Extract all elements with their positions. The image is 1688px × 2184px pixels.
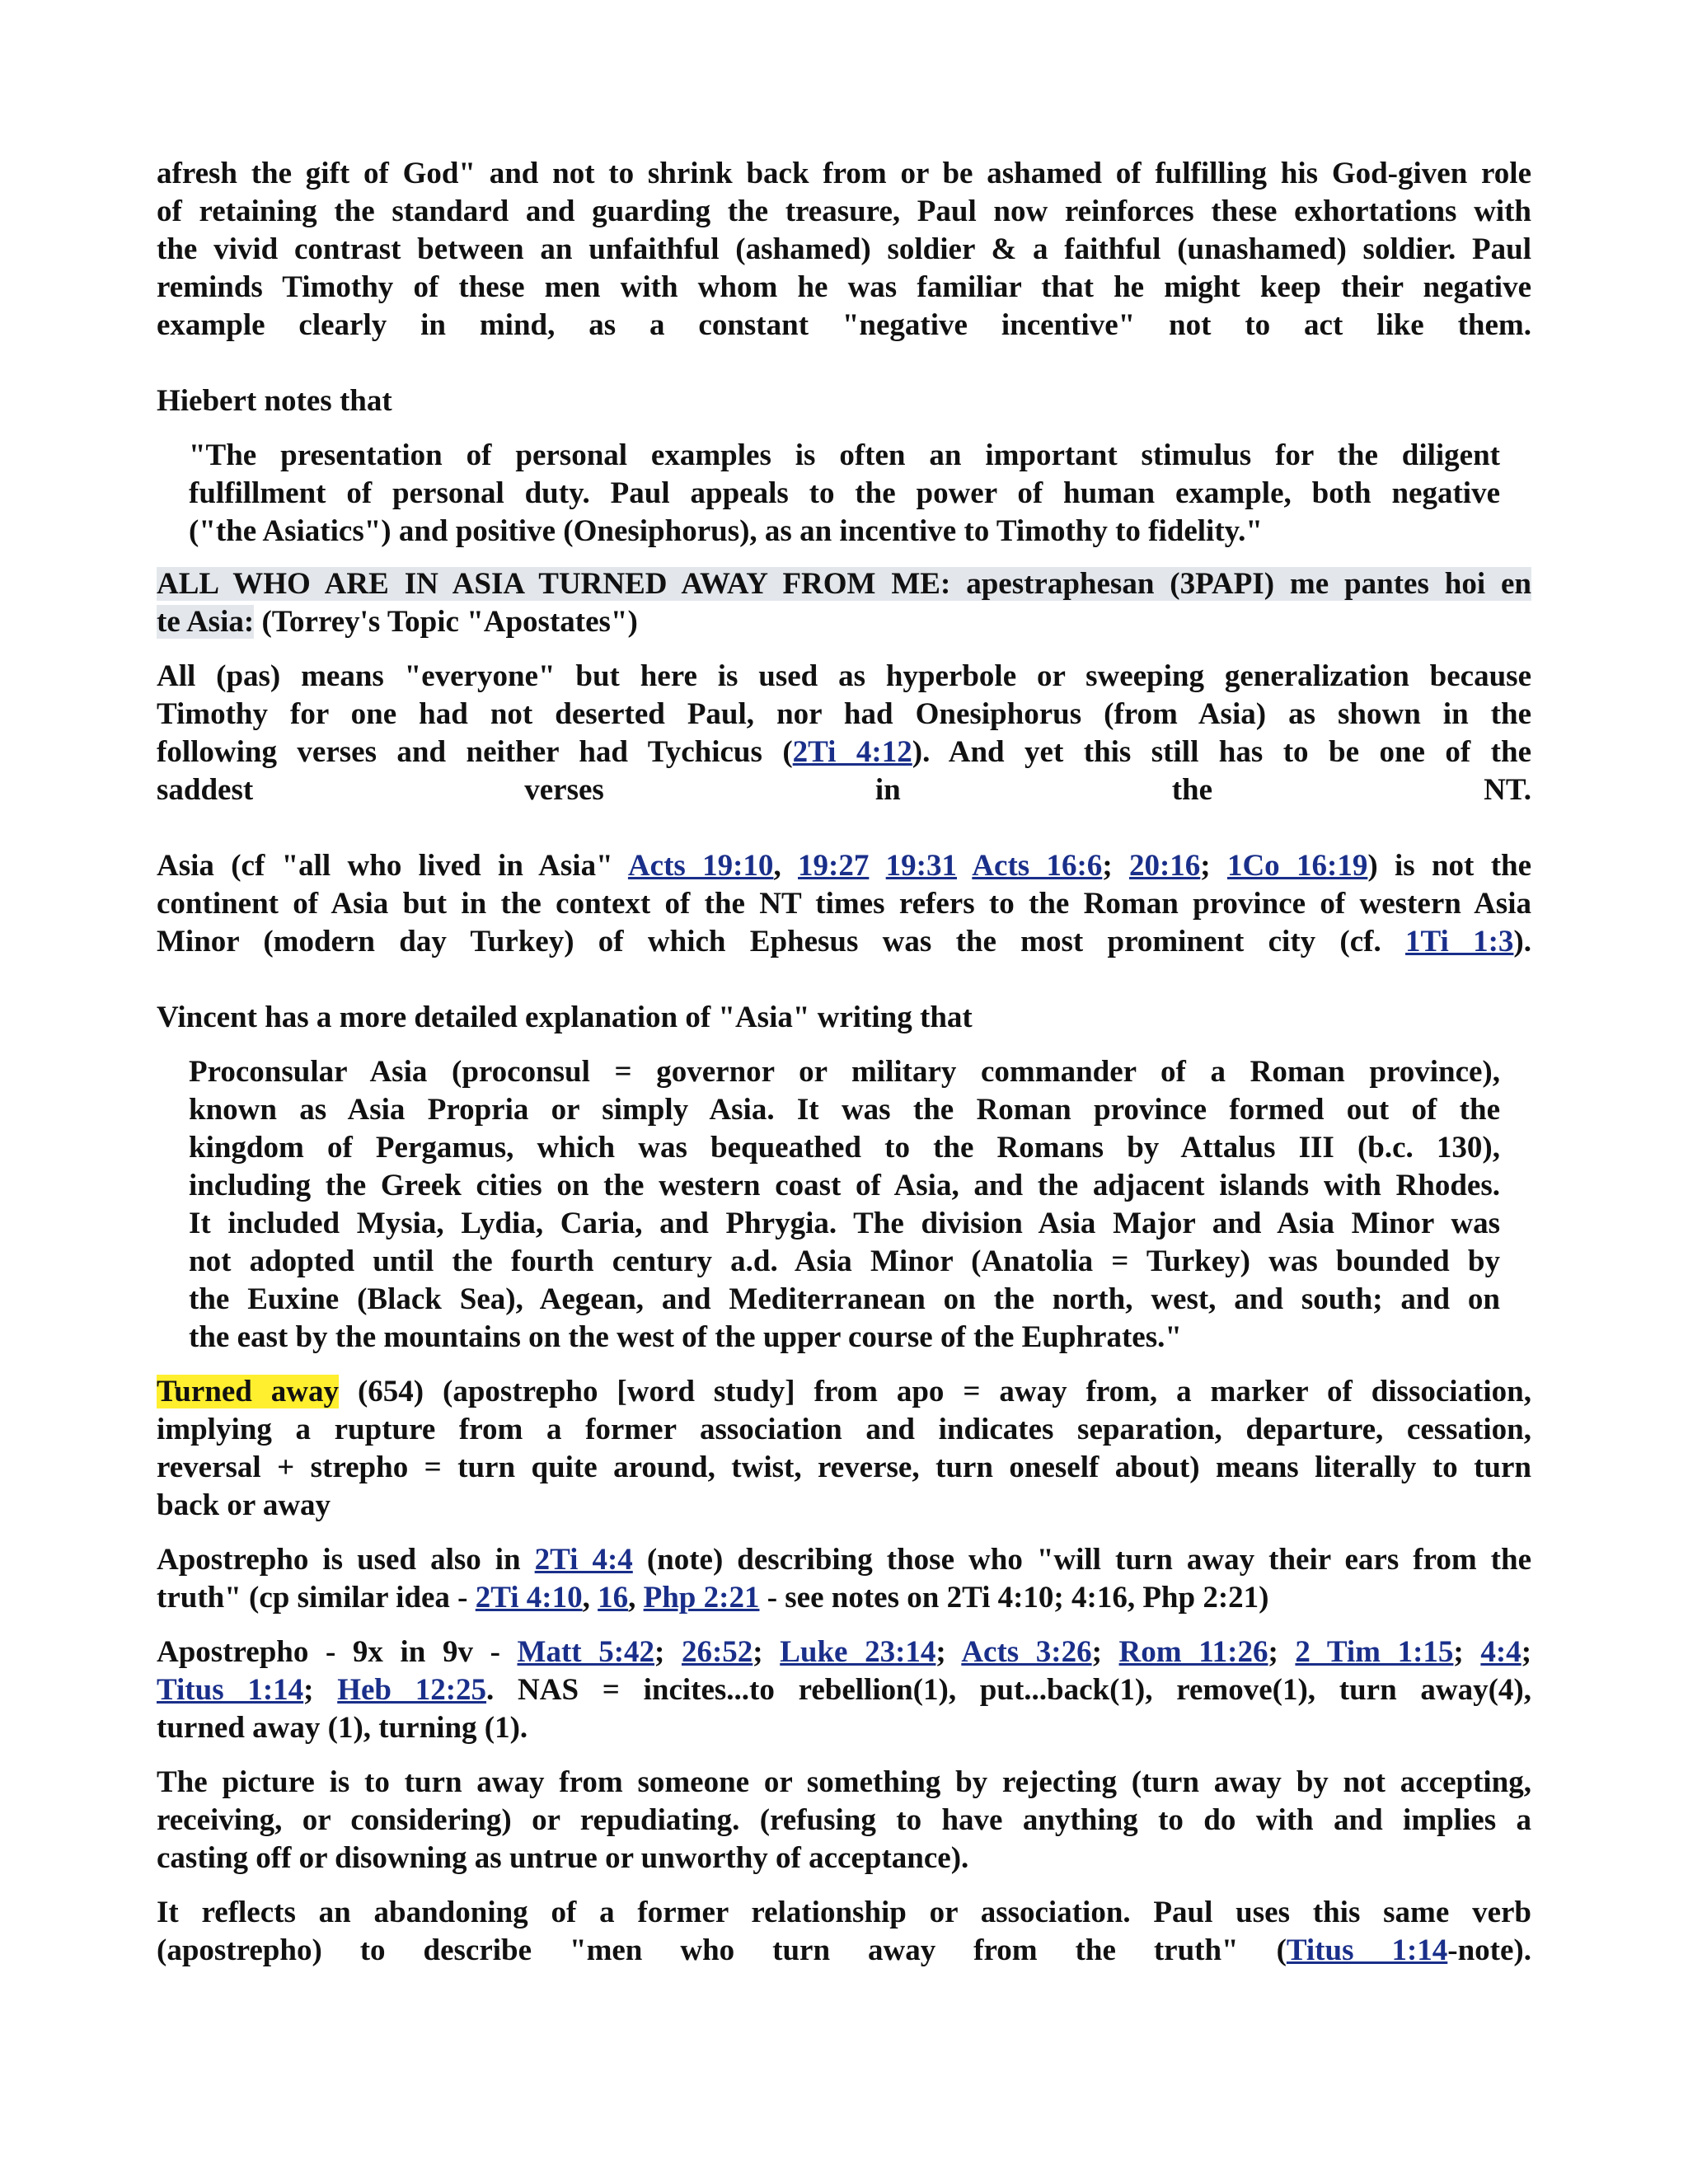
text-line: Asia (cf "all who lived in Asia" Acts 19:10, 19:27 19:31 Acts 16:6; 20:16; 1Co 16:19) is not the [157,849,1532,883]
scripture-link[interactable]: 19:31 [885,849,957,883]
scripture-link[interactable]: Heb 12:25 [337,1673,487,1707]
vincent-intro: Vincent has a more detailed explanation of "Asia" writing that [157,1001,973,1034]
quote-line: "The presentation of personal examples is often an important stimulus for the diligent [189,438,1500,472]
scripture-link[interactable]: 4:4 [1480,1635,1522,1669]
vincent-quote [189,1053,1500,1357]
text-line: implying a rupture from a former association and indicates separation, departure, cessation, [157,1413,1531,1446]
asia-paragraph [157,847,1531,961]
text-span: Apostrepho - 9x in 9v - [157,1635,518,1669]
all-paragraph [157,658,1531,809]
quote-line: not adopted until the fourth century a.d. Asia Minor (Anatolia = Turkey) was bounded by [189,1244,1500,1278]
quote-line: the Euxine (Black Sea), Aegean, and Mediterranean on the north, west, and south; and on [189,1282,1500,1316]
torrey-topic: (Torrey's Topic "Apostates") [254,605,638,639]
text-line: afresh the gift of God" and not to shrink back from or be ashamed of fulfilling his God-given role [157,157,1531,190]
scripture-link[interactable]: Acts 16:6 [972,849,1103,883]
text-span: ) is not the [1367,849,1532,883]
text-line [157,1373,1531,1411]
abandoning-paragraph [157,1894,1531,1970]
scripture-link[interactable]: Acts 3:26 [961,1635,1092,1669]
turned-away-paragraph [157,1373,1531,1525]
text-line: truth" (cp similar idea - 2Ti 4:10, 16, Php 2:21 - see notes on 2Ti 4:10; 4:16, Php 2:21) [157,1581,1269,1615]
scripture-link[interactable]: 19:27 [798,849,870,883]
scripture-link[interactable]: 26:52 [681,1635,753,1669]
text-line: example clearly in mind, as a constant "negative incentive" not to act like them. [157,308,1531,342]
scripture-link[interactable]: Matt 5:42 [517,1635,655,1669]
scripture-link[interactable]: 1Ti 1:3 [1405,925,1514,958]
text-line: Timothy for one had not deserted Paul, nor had Onesiphorus (from Asia) as shown in the [157,697,1531,731]
apostrepho-usage-paragraph [157,1541,1531,1617]
text-line: Apostrepho - 9x in 9v - Matt 5:42; 26:52; Luke 23:14; Acts 3:26; Rom 11:26; 2 Tim 1:15; 4:4; [157,1635,1532,1669]
text-line: All (pas) means "everyone" but here is used as hyperbole or sweeping generalization because [157,659,1531,693]
picture-paragraph [157,1764,1531,1877]
term-highlight: Turned away [157,1375,340,1408]
scripture-link[interactable]: 2Ti 4:12 [792,735,912,769]
text-span: Apostrepho is used also in [157,1543,535,1577]
quote-line: fulfillment of personal duty. Paul appeals to the power of human example, both negative [189,476,1500,510]
apostrepho-count-paragraph [157,1633,1531,1747]
text-line: The picture is to turn away from someone or something by rejecting (turn away by not accepting, [157,1765,1531,1799]
text-line [157,1932,1531,1970]
document-body [157,155,1531,1970]
scripture-link[interactable]: 2Ti 4:10 [475,1581,583,1615]
text-span: - see notes on 2Ti 4:10; 4:16, Php 2:21) [759,1581,1269,1615]
scripture-link[interactable]: Luke 23:14 [780,1635,936,1669]
text-line: the vivid contrast between an unfaithful (ashamed) soldier & a faithful (unashamed) soldier. Paul [157,232,1531,266]
text-line: receiving, or considering) or repudiating. (refusing to have anything to do with and implies a [157,1803,1531,1837]
text-line: turned away (1), turning (1). [157,1711,528,1745]
text-line [157,1541,1531,1579]
quote-line: Proconsular Asia (proconsul = governor or military commander of a Roman province), [189,1055,1500,1089]
text-span: -note). [1447,1933,1531,1967]
scripture-link[interactable]: Rom 11:26 [1118,1635,1268,1669]
text-span: . NAS = incites...to rebellion(1), put...back(1), remove(1), turn away(4), [486,1673,1531,1707]
text-span: (apostrepho) to describe "men who turn away from the truth" ( [157,1933,1287,1967]
scripture-link[interactable]: Titus 1:14 [1286,1933,1448,1967]
scripture-link[interactable]: Titus 1:14 [157,1673,304,1707]
verse-heading [157,565,1531,641]
text-line: saddest verses in the NT. [157,773,1531,807]
quote-line: It included Mysia, Lydia, Caria, and Phrygia. The division Asia Major and Asia Minor was [189,1207,1500,1240]
text-line [157,733,1531,771]
hiebert-quote [189,437,1500,551]
text-span: truth" (cp similar idea - [157,1581,476,1615]
text-line: Titus 1:14; Heb 12:25. NAS = incites...to rebellion(1), put...back(1), remove(1), turn away(4), [157,1673,1531,1707]
scripture-link[interactable]: 2Ti 4:4 [534,1543,633,1577]
scripture-link[interactable]: 20:16 [1128,849,1201,883]
quote-line: kingdom of Pergamus, which was bequeathed to the Romans by Attalus III (b.c. 130), [189,1131,1500,1165]
text-line: It reflects an abandoning of a former relationship or association. Paul uses this same verb [157,1896,1531,1929]
quote-line: known as Asia Propria or simply Asia. It was the Roman province formed out of the [189,1093,1500,1127]
heading-highlight: ALL WHO ARE IN ASIA TURNED AWAY FROM ME: apestraphesan (3PAPI) me pantes hoi en [157,567,1531,601]
heading-line [157,565,1531,603]
text-line [157,923,1531,961]
intro-paragraph [157,155,1531,344]
text-span: (note) describing those who "will turn away their ears from the [632,1543,1531,1577]
text-line: back or away [157,1488,331,1522]
quote-line: including the Greek cities on the western coast of Asia, and the adjacent islands with Rhodes. [189,1169,1500,1202]
text-span: (654) (apostrepho [word study] from apo = away from, a marker of dissociation, [339,1375,1531,1408]
text-line: reversal + strepho = turn quite around, twist, reverse, turn oneself about) means literally to turn [157,1451,1531,1484]
text-span: Minor (modern day Turkey) of which Ephesus was the most prominent city (cf. [157,925,1406,958]
scripture-link[interactable]: 16 [598,1581,629,1615]
text-span: ). [1513,925,1531,958]
text-span: ). And yet this still has to be one of the [912,735,1531,769]
heading-highlight: te Asia: [157,605,255,639]
hiebert-intro: Hiebert notes that [157,384,392,418]
heading-line [157,603,1531,641]
text-line: continent of Asia but in the context of the NT times refers to the Roman province of western Asia [157,887,1531,921]
text-line: casting off or disowning as untrue or unworthy of acceptance). [157,1841,969,1875]
text-span: Asia (cf "all who lived in Asia" [157,849,628,883]
scripture-link[interactable]: 1Co 16:19 [1226,849,1368,883]
text-line: of retaining the standard and guarding the treasure, Paul now reinforces these exhortations with [157,194,1531,228]
scripture-link[interactable]: 2 Tim 1:15 [1295,1635,1454,1669]
text-span: following verses and neither had Tychicus ( [157,735,793,769]
scripture-link[interactable]: Php 2:21 [643,1581,760,1615]
text-line: reminds Timothy of these men with whom he was familiar that he might keep their negative [157,270,1531,304]
quote-line: ("the Asiatics") and positive (Onesiphorus), as an incentive to Timothy to fidelity." [189,514,1263,548]
scripture-link[interactable]: Acts 19:10 [627,849,774,883]
quote-line: the east by the mountains on the west of the upper course of the Euphrates." [189,1320,1182,1354]
